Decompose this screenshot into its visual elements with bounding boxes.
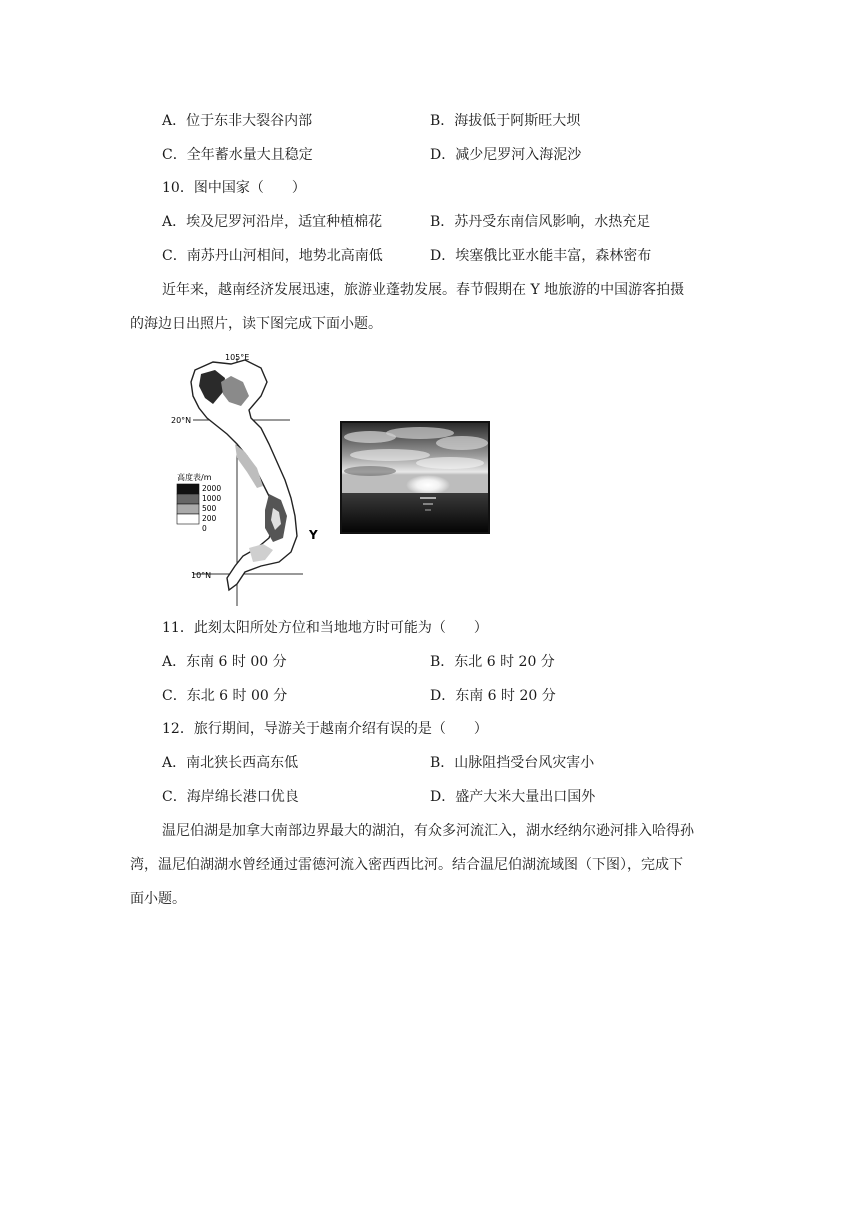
q10-option-d: D．埃塞俄比亚水能丰富，森林密布 xyxy=(430,248,652,264)
legend-value-500: 500 xyxy=(202,504,217,513)
q10-option-b: B．苏丹受东南信风影响，水热充足 xyxy=(430,214,651,230)
legend-swatch-200 xyxy=(177,514,199,524)
q10-stem: 10．图中国家（ ） xyxy=(162,180,306,196)
vietnam-intro-line1: 近年来，越南经济发展迅速，旅游业蓬勃发展。春节假期在 Y 地旅游的中国游客拍摄 xyxy=(162,282,685,298)
sun-glow xyxy=(406,475,450,495)
vietnam-map xyxy=(165,352,335,610)
q12-option-d: D．盛产大米大量出口国外 xyxy=(430,789,596,805)
q12-option-b: B．山脉阻挡受台风灾害小 xyxy=(430,755,595,771)
sunrise-photo xyxy=(340,421,490,534)
winnipeg-intro-line2: 湾，温尼伯湖湖水曾经通过雷德河流入密西西比河。结合温尼伯湖流域图（下图），完成下 xyxy=(130,857,683,873)
cloud xyxy=(416,457,484,469)
cloud xyxy=(344,466,396,476)
lat-20-label: 20°N xyxy=(171,416,192,425)
q9-option-d: D．减少尼罗河入海泥沙 xyxy=(430,147,582,163)
q11-option-d: D．东南 6 时 20 分 xyxy=(430,688,556,704)
q10-option-c: C．南苏丹山河相间，地势北高南低 xyxy=(162,248,383,264)
q11-stem: 11．此刻太阳所处方位和当地地方时可能为（ ） xyxy=(162,620,488,636)
q11-option-b: B．东北 6 时 20 分 xyxy=(430,654,555,670)
q11-option-c: C．东北 6 时 00 分 xyxy=(162,688,288,704)
sun-reflection xyxy=(423,503,433,505)
legend-value-2000: 2000 xyxy=(202,484,222,493)
cloud xyxy=(386,427,454,439)
winnipeg-intro-line3: 面小题。 xyxy=(130,891,186,907)
photo-sea xyxy=(342,493,488,532)
lat-10-label: 10°N xyxy=(191,571,212,580)
q9-option-a: A．位于东非大裂谷内部 xyxy=(162,113,313,129)
winnipeg-intro-line1: 温尼伯湖是加拿大南部边界最大的湖泊，有众多河流汇入，湖水经纳尔逊河排入哈得孙 xyxy=(162,823,694,839)
q10-option-a: A．埃及尼罗河沿岸，适宜种植棉花 xyxy=(162,214,383,230)
cloud xyxy=(436,436,488,450)
vietnam-intro-line2: 的海边日出照片，读下图完成下面小题。 xyxy=(130,316,382,332)
legend-value-200: 200 xyxy=(202,514,217,523)
legend-swatch-1000 xyxy=(177,494,199,504)
q11-option-a: A．东南 6 时 00 分 xyxy=(162,654,287,670)
lon-label: 105°E xyxy=(225,353,250,362)
legend-value-1000: 1000 xyxy=(202,494,222,503)
legend-swatch-2000 xyxy=(177,484,199,494)
q12-stem: 12．旅行期间，导游关于越南介绍有误的是（ ） xyxy=(162,721,488,737)
q9-option-c: C．全年蓄水量大且稳定 xyxy=(162,147,313,163)
cloud xyxy=(350,449,430,461)
legend-value-0: 0 xyxy=(202,524,207,533)
legend-swatch-500 xyxy=(177,504,199,514)
q12-option-a: A．南北狭长西高东低 xyxy=(162,755,299,771)
sun-reflection xyxy=(420,497,436,499)
sun-reflection xyxy=(425,509,431,511)
y-point-label: Y xyxy=(309,528,318,542)
q9-option-b: B．海拔低于阿斯旺大坝 xyxy=(430,113,581,129)
q12-option-c: C．海岸绵长港口优良 xyxy=(162,789,299,805)
legend-title: 高度表/m xyxy=(177,473,212,482)
